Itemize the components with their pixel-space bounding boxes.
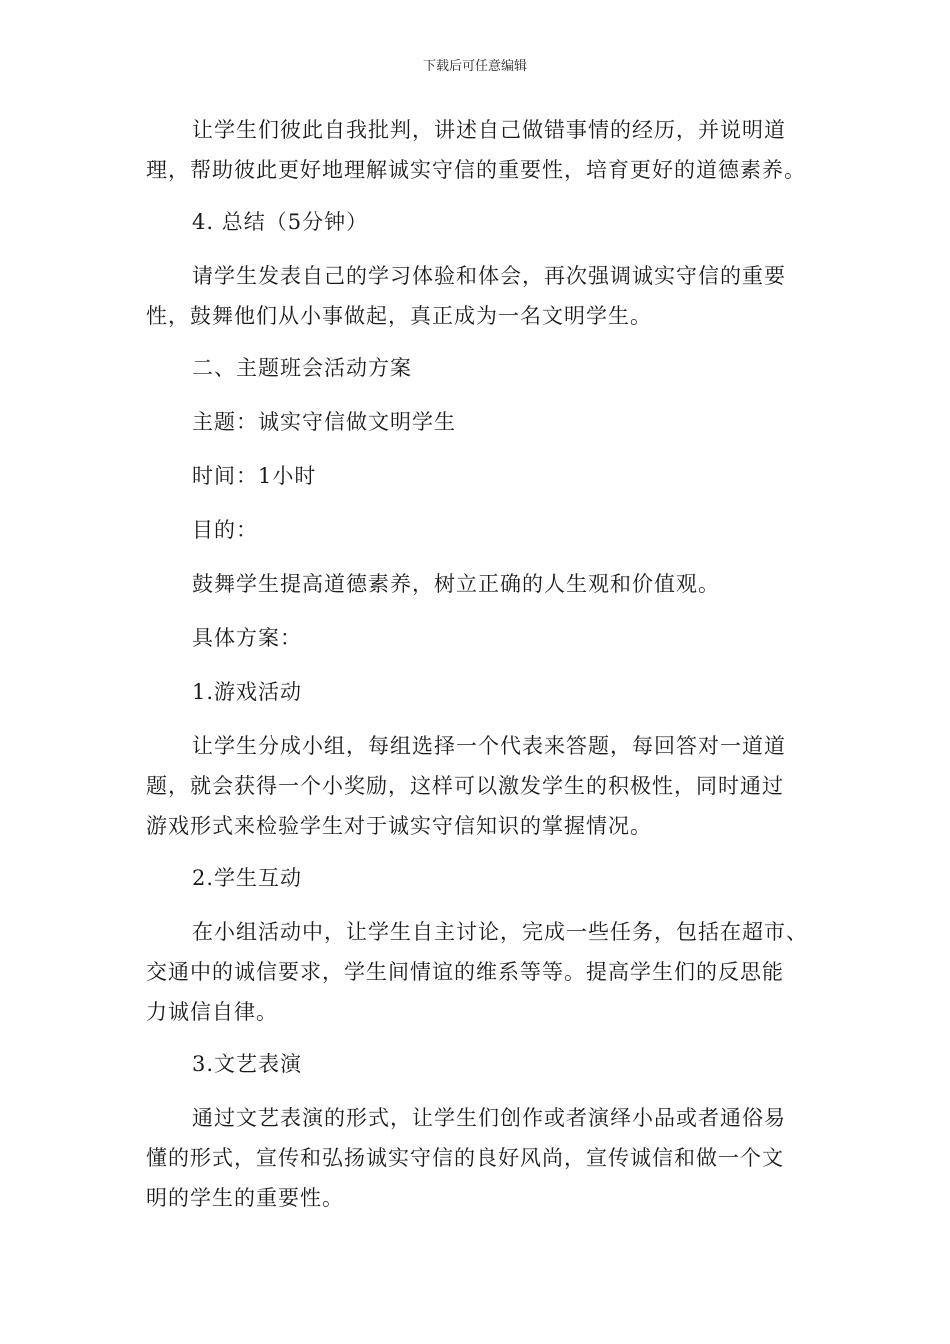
purpose-text: 鼓舞学生提高道德素养，树立正确的人生观和价值观。 (192, 572, 720, 596)
purpose-label: 目的： (192, 518, 258, 542)
text-line: 在小组活动中，让学生自主讨论，完成一些任务，包括在超市、 (192, 920, 808, 944)
text-line: 交通中的诚信要求，学生间情谊的维系等等。提高学生们的反思能 (146, 960, 784, 984)
heading-section-two: 二、主题班会活动方案 (192, 356, 412, 380)
item-performance-title: 3.文艺表演 (192, 1052, 303, 1076)
text-line: 理，帮助彼此更好地理解诚实守信的重要性，培育更好的道德素养。 (146, 158, 806, 182)
heading-summary: 4. 总结（5分钟） (192, 210, 369, 234)
text-line: 力诚信自律。 (146, 1000, 278, 1024)
text-line: 请学生发表自己的学习体验和体会，再次强调诚实守信的重要 (192, 264, 786, 288)
paragraph-game (146, 726, 808, 846)
paragraph-interaction (146, 912, 808, 1032)
paragraph-summary (146, 256, 808, 336)
text-line: 性，鼓舞他们从小事做起，真正成为一名文明学生。 (146, 304, 652, 328)
paragraph-self-criticism (146, 110, 808, 190)
text-line: 题，就会获得一个小奖励，这样可以激发学生的积极性，同时通过 (146, 774, 784, 798)
text-line: 通过文艺表演的形式，让学生们创作或者演绎小品或者通俗易 (192, 1106, 786, 1130)
item-game-title: 1.游戏活动 (192, 680, 303, 704)
paragraph-performance (146, 1098, 808, 1218)
text-line: 让学生分成小组，每组选择一个代表来答题，每回答对一道道 (192, 734, 786, 758)
text-line: 游戏形式来检验学生对于诚实守信知识的掌握情况。 (146, 814, 652, 838)
text-line: 让学生们彼此自我批判，讲述自己做错事情的经历，并说明道 (192, 118, 786, 142)
page-header-note: 下载后可任意编辑 (422, 59, 527, 74)
item-interaction-title: 2.学生互动 (192, 866, 303, 890)
text-line: 明的学生的重要性。 (146, 1186, 344, 1210)
time-line: 时间：1小时 (192, 464, 317, 488)
text-line: 懂的形式，宣传和弘扬诚实守信的良好风尚，宣传诚信和做一个文 (146, 1146, 784, 1170)
theme-line: 主题：诚实守信做文明学生 (192, 410, 456, 434)
plan-label: 具体方案： (192, 626, 302, 650)
